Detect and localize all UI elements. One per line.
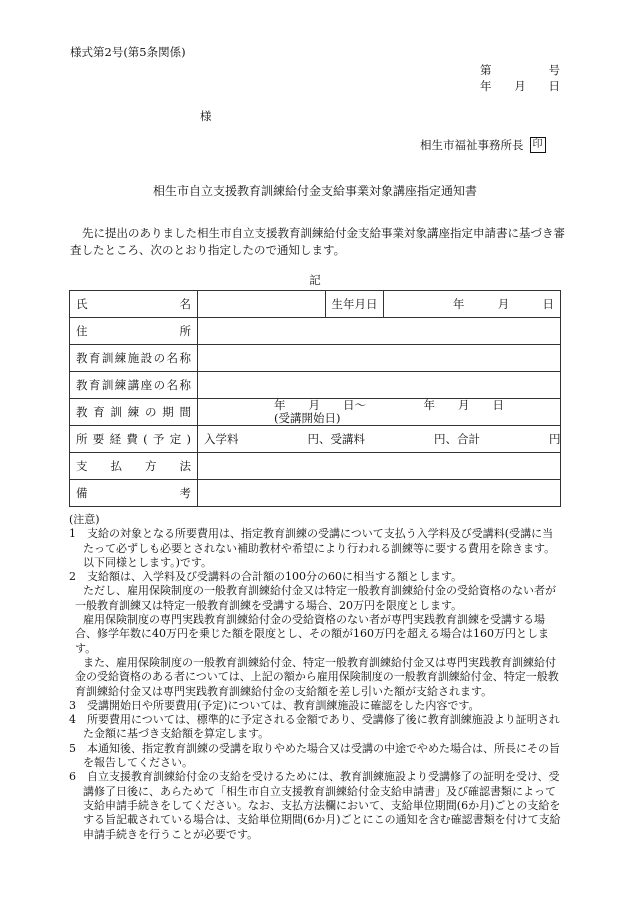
birth-month: 月 xyxy=(497,297,510,311)
issue-date xyxy=(480,78,560,94)
ki-heading: 記 xyxy=(309,273,321,287)
notification-body: 先に提出のありました相生市自立支援教育訓練給付金支給事業対象講座指定申請書に基づき審査したところ、次のとおり指定したので通知します。 xyxy=(70,226,565,257)
address-label: 住 所 xyxy=(70,318,198,345)
date-day: 日 xyxy=(548,79,560,93)
addressee: 様 xyxy=(200,109,212,123)
date-year: 年 xyxy=(480,79,492,93)
cost-field: 入学料 円、受講料 円、合計 円 xyxy=(198,426,561,453)
name-label: 氏 名 xyxy=(70,291,198,318)
note-item: 1 支給の対象となる所要費用は、指定教育訓練の受講について支払う入学料及び受講料(受講に当たって必ずしも必要とされない補助教材や希望により行われる訓練等に要する費用を除きます。以下同様とします。)です。 xyxy=(69,527,556,569)
period-field xyxy=(198,399,561,426)
sender-name: 相生市福祉事務所長 xyxy=(420,138,524,152)
period-start-note: (受講開始日) xyxy=(274,411,341,425)
seal-mark: 印 xyxy=(530,137,546,153)
note-item: 6 自立支援教育訓練給付金の支給を受けるためには、教育訓練施設より受講修了の証明を受け、受講修了日後に、あらためて「相生市自立支援教育訓練給付金支給申請書」及び確認書類によって支給申請手続きをしてください。なお、支払方法欄において、支給単位期間(6か月)ごとの支給をする旨記載されている場合は、支給単位期間(6か月)ごとにこの通知を含む確認書類を付けて支給申請手続きを行うことが必要です。 xyxy=(69,770,561,841)
period-dates: 年 月 日～ 年 月 日 xyxy=(274,398,504,412)
info-table xyxy=(69,290,561,507)
document-title: 相生市自立支援教育訓練給付金支給事業対象講座指定通知書 xyxy=(152,184,477,198)
document-number xyxy=(480,62,560,78)
notes-section xyxy=(69,513,564,842)
note-item: 2 支給額は、入学料及び受講料の合計額の100分の60に相当する額とします。 xyxy=(69,570,463,584)
table-row xyxy=(70,318,561,345)
note-item: 5 本通知後、指定教育訓練の受講を取りやめた場合又は受講の中途でやめた場合は、所長にその旨を報告してください。 xyxy=(69,741,560,770)
table-row xyxy=(70,399,561,426)
payment-label: 支 払 方 法 xyxy=(70,453,198,480)
notes-heading: (注意) xyxy=(69,513,100,526)
note-item: ただし、雇用保険制度の一般教育訓練給付金又は特定一般教育訓練給付金の受給資格のない者が一般教育訓練又は特定一般教育訓練を受講する場合、20万円を限度とします。 xyxy=(75,584,556,612)
table-row xyxy=(70,345,561,372)
period-label: 教育訓練の期間 xyxy=(70,399,198,426)
facility-label: 教育訓練施設の名称 xyxy=(70,345,198,372)
note-item: 3 受講開始日や所要費用(予定)については、教育訓練施設に確認をした内容です。 xyxy=(69,698,480,712)
table-row xyxy=(70,480,561,507)
birth-label: 生年月日 xyxy=(326,291,384,318)
sender xyxy=(420,137,546,153)
table-row xyxy=(70,453,561,480)
birth-day: 日 xyxy=(542,297,554,311)
form-number: 様式第2号(第5条関係) xyxy=(70,45,186,59)
course-field xyxy=(198,372,561,399)
birth-date-field xyxy=(384,291,561,318)
number-prefix: 第 xyxy=(480,63,492,77)
name-field xyxy=(198,291,326,318)
table-row xyxy=(70,372,561,399)
note-item: 4 所要費用については、標準的に予定される金額であり、受講修了後に教育訓練施設より証明された金額に基づき支給額を算定します。 xyxy=(69,713,560,741)
course-label: 教育訓練講座の名称 xyxy=(70,372,198,399)
note-item: 雇用保険制度の専門実践教育訓練給付金の受給資格のない者が専門実践教育訓練を受講する場合、修学年数に40万円を乗じた額を限度とし、その額が160万円を超える場合は160万円とします。 xyxy=(75,613,549,655)
birth-year: 年 xyxy=(452,297,465,311)
facility-field xyxy=(198,345,561,372)
remarks-field xyxy=(198,480,561,507)
note-item: また、雇用保険制度の一般教育訓練給付金、特定一般教育訓練給付金又は専門実践教育訓練給付金の受給資格のある者については、上記の額から雇用保険制度の一般教育訓練給付金、特定一般教育訓練給付金又は専門実践教育訓練給付金の支給額を差し引いた額が支給されます。 xyxy=(75,655,559,698)
number-suffix: 号 xyxy=(548,63,560,77)
cost-label: 所要経費(予定) xyxy=(70,426,198,453)
payment-field xyxy=(198,453,561,480)
remarks-label: 備 考 xyxy=(70,480,198,507)
address-field xyxy=(198,318,561,345)
table-row xyxy=(70,291,561,318)
date-month: 月 xyxy=(514,79,526,93)
table-row xyxy=(70,426,561,453)
